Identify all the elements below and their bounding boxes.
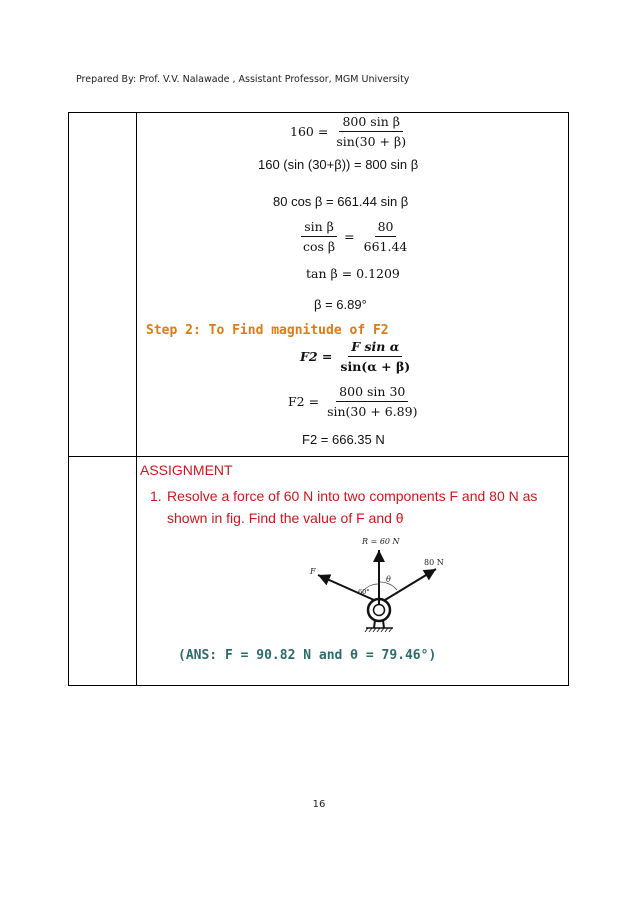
80n-label: 80 N [424,558,444,567]
table-row-divider [68,456,569,457]
80n-arrow [385,569,436,600]
equation-f2-formula [300,339,413,374]
fraction-right [361,219,411,254]
assignment-item-text: Resolve a force of 60 N into two components F and 80 N as shown in fig. Find the value of F and θ [167,488,538,526]
equation-beta-result: β = 6.89° [314,297,367,312]
angle-60-label: 60° [358,588,370,596]
page-header: Prepared By: Prof. V.V. Nalawade , Assistant Professor, MGM University [76,74,410,85]
theta-label: θ [386,575,391,584]
support-post-left [374,620,375,628]
equation-f2-substituted [288,384,420,419]
fraction [324,384,420,419]
equation-lhs: 160 = [290,124,329,139]
fraction-left [300,219,338,254]
r-label: R = 60 N [362,537,400,546]
table-border-top [68,112,569,113]
equation-lhs: F2 = [288,394,320,409]
fraction-denominator: sin(30 + 6.89) [327,404,418,419]
equals-sign: = [344,229,355,244]
equation-line-2: 160 (sin (30+β)) = 800 sin β [258,157,419,172]
equation-sin-cos-ratio [300,219,410,254]
ring-inner [374,605,385,616]
fraction-numerator: 800 sin 30 [336,384,408,402]
fraction-numerator: 80 [375,219,397,237]
table-border-right [568,112,569,686]
support-post-right [383,620,384,628]
fraction-denominator: 661.44 [363,239,408,254]
assignment-item-number: 1. [150,488,162,504]
fraction-numerator: sin β [301,219,337,237]
f-label: F [310,567,316,576]
fraction-denominator: cos β [303,239,336,254]
table-border-bottom [68,685,569,686]
step-2-heading: Step 2: To Find magnitude of F2 [146,323,389,338]
table-column-divider [136,112,137,686]
page-number: 16 [312,799,326,810]
fraction-denominator: sin(α + β) [340,359,411,374]
fraction [333,114,409,149]
equation-tan: tan β = 0.1209 [306,266,400,281]
fraction-numerator: 800 sin β [339,114,403,132]
assignment-title: ASSIGNMENT [140,462,233,478]
equation-f2-result: F2 = 666.35 N [302,432,385,447]
fraction-numerator: F sin α [348,339,402,357]
equation-line-3: 80 cos β = 661.44 sin β [273,194,409,209]
assignment-answer: (ANS: F = 90.82 N and θ = 79.46°) [178,648,437,663]
equation-lhs: F2 = [300,349,333,364]
equation-160 [290,114,409,149]
fraction [337,339,413,374]
force-diagram [296,530,466,640]
fraction-denominator: sin(30 + β) [336,134,407,149]
table-border-left [68,112,69,686]
